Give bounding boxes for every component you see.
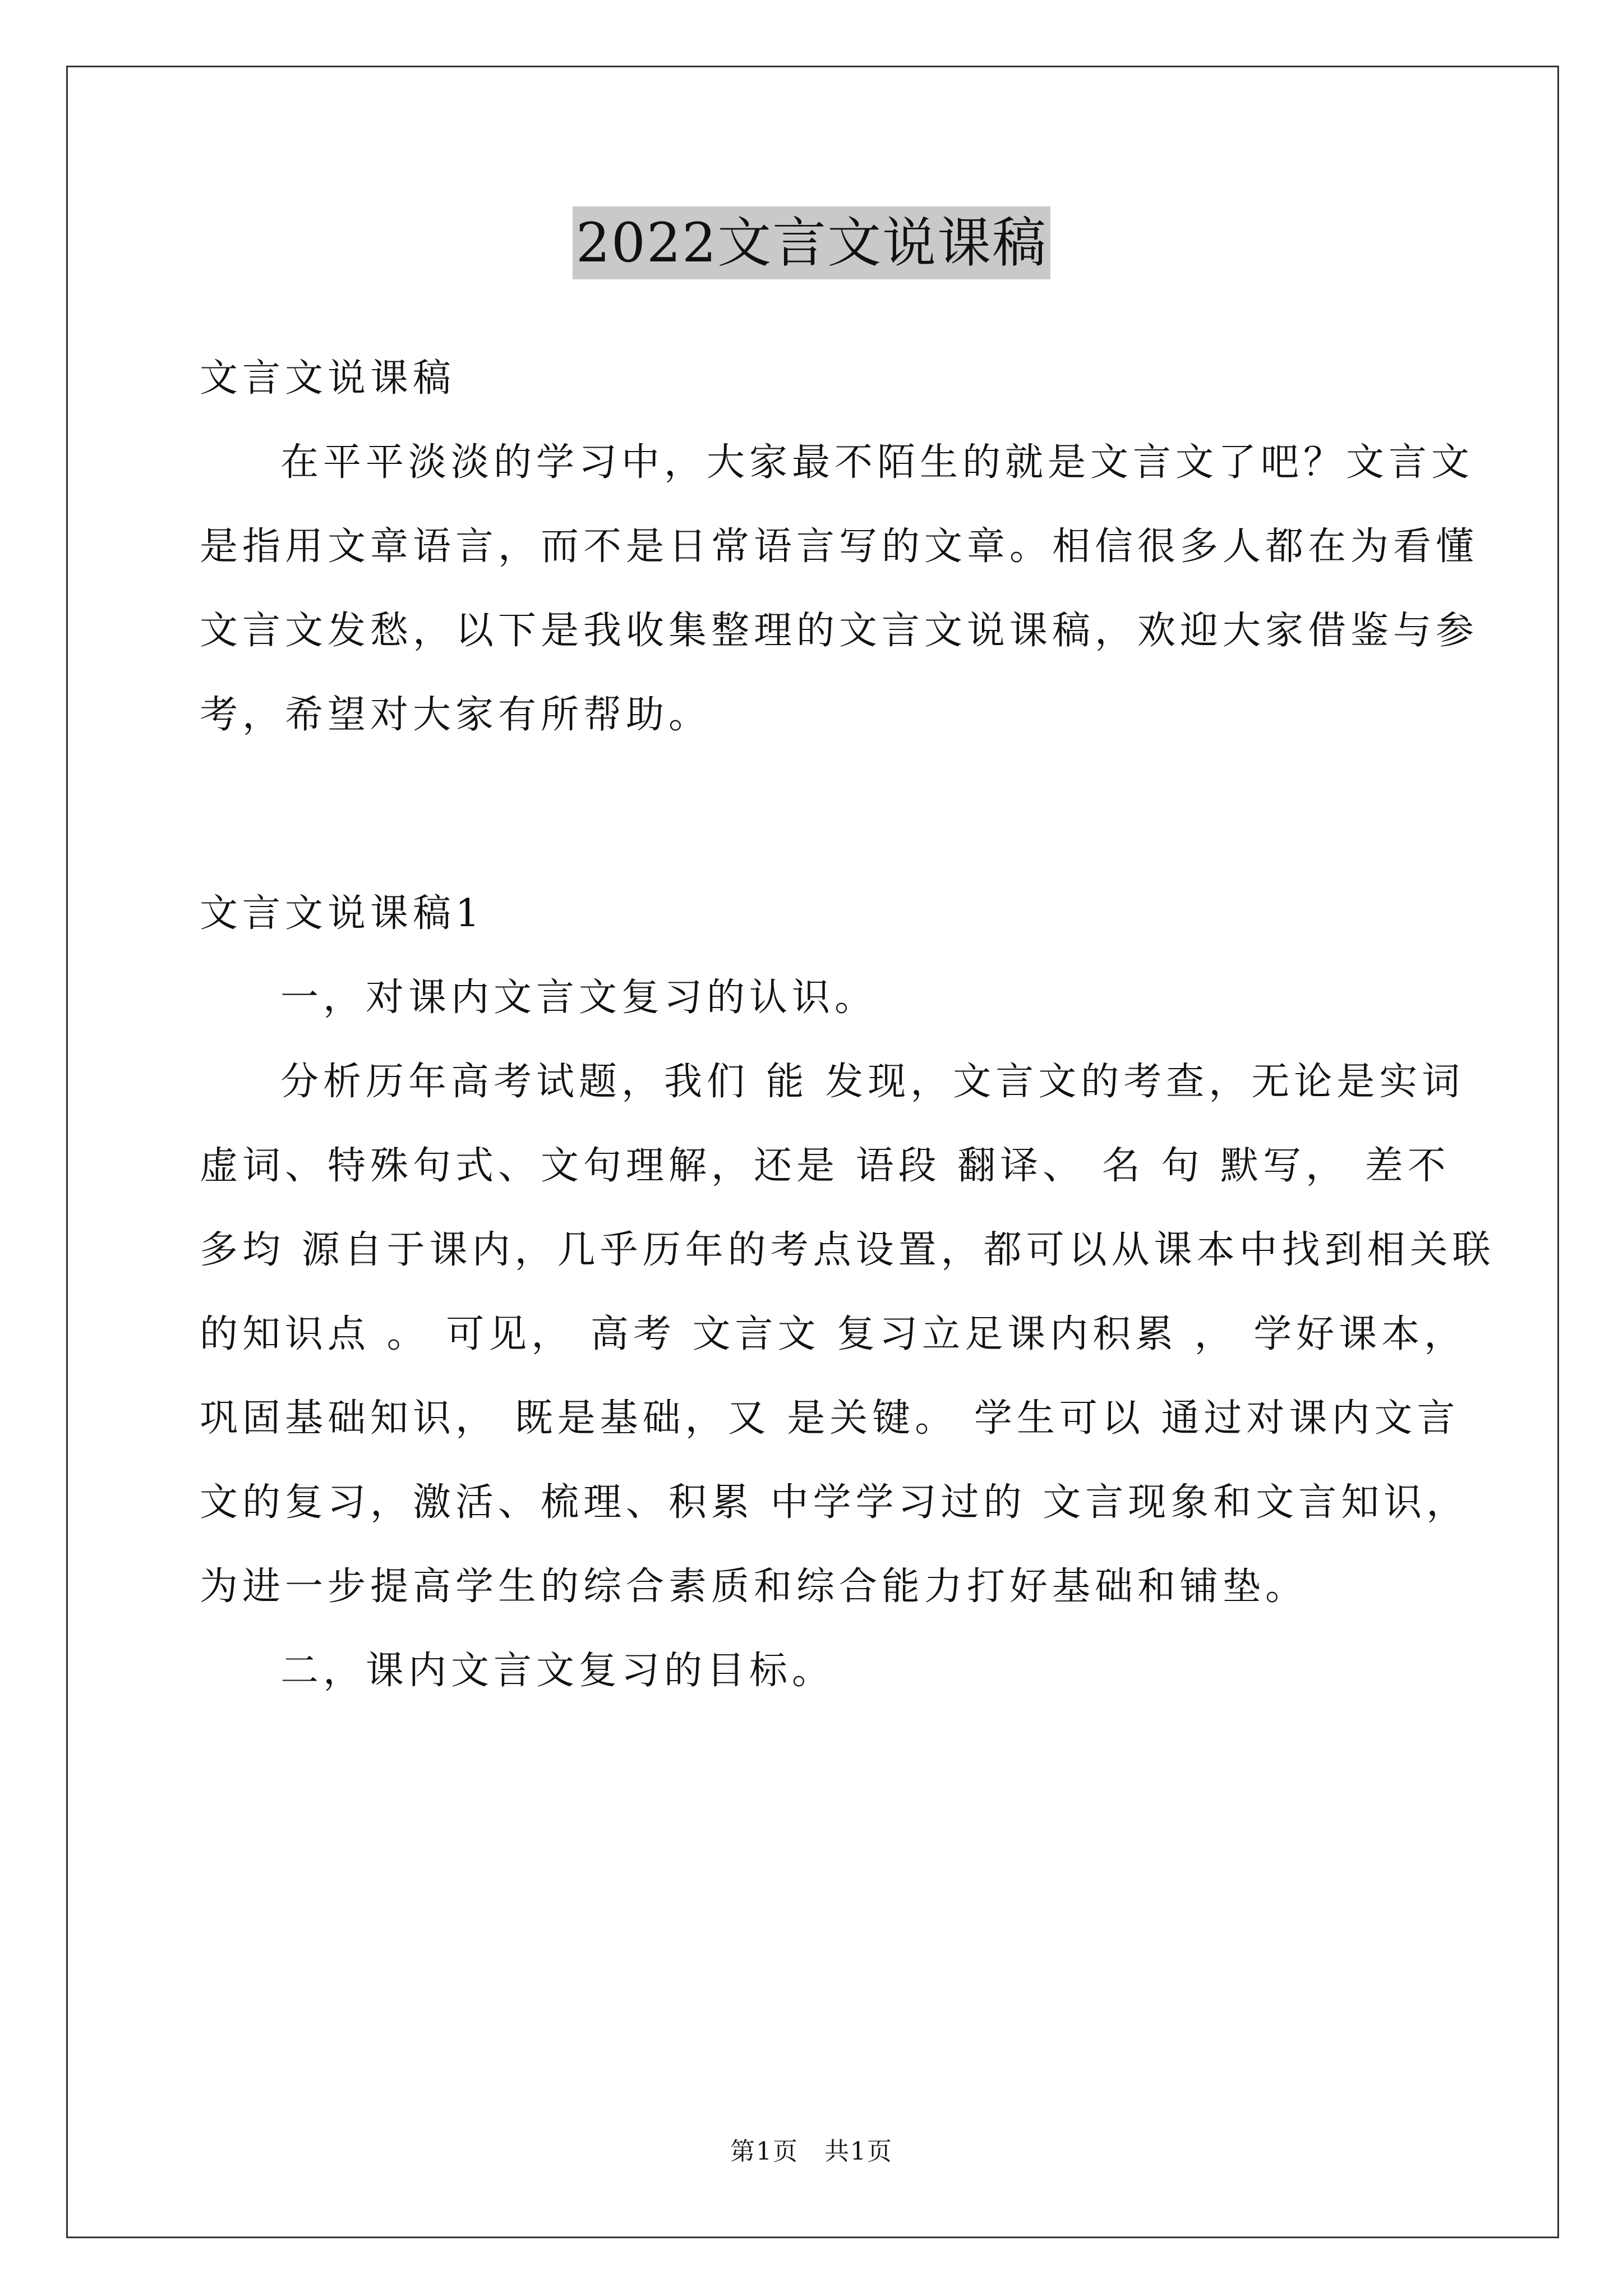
intro-line: 文言文发愁，以下是我收集整理的文言文说课稿，欢迎大家借鉴与参 — [200, 609, 1479, 653]
document-title: 2022文言文说课稿 — [573, 206, 1050, 279]
body-line: 分析历年高考试题，我们 能 发现，文言文的考查，无论是实词 — [280, 1060, 1465, 1104]
body-line: 巩固基础知识， 既是基础，又 是关键。 学生可以 通过对课内文言 — [200, 1396, 1460, 1441]
point-heading: 二，课内文言文复习的目标。 — [280, 1649, 835, 1693]
intro-line: 在平平淡淡的学习中，大家最不陌生的就是文言文了吧？文言文 — [280, 440, 1474, 485]
body-line: 虚词、特殊句式、文句理解，还是 语段 翻译、 名 句 默写， 差不 — [200, 1144, 1450, 1188]
title-container — [0, 206, 1623, 279]
intro-line: 考，希望对大家有所帮助。 — [200, 693, 712, 737]
point-heading: 一，对课内文言文复习的认识。 — [280, 976, 878, 1020]
body-line: 文的复习，激活、梳理、积累 中学学习过的 文言现象和文言知识， — [200, 1480, 1469, 1525]
section-heading: 文言文说课稿1 — [200, 891, 485, 936]
body-line: 多均 源自于课内，几乎历年的考点设置，都可以从课本中找到相关联 — [200, 1228, 1495, 1272]
body-line: 的知识点 。 可见， 高考 文言文 复习立足课内积累 ， 学好课本， — [200, 1312, 1467, 1356]
body-line: 为进一步提高学生的综合素质和综合能力打好基础和铺垫。 — [200, 1565, 1308, 1609]
document-subtitle: 文言文说课稿 — [200, 356, 456, 401]
intro-line: 是指用文章语言，而不是日常语言写的文章。相信很多人都在为看懂 — [200, 524, 1479, 569]
document-body — [200, 337, 1495, 1713]
section-gap — [200, 757, 1433, 872]
page-footer: 第1页 共1页 — [730, 2137, 893, 2166]
